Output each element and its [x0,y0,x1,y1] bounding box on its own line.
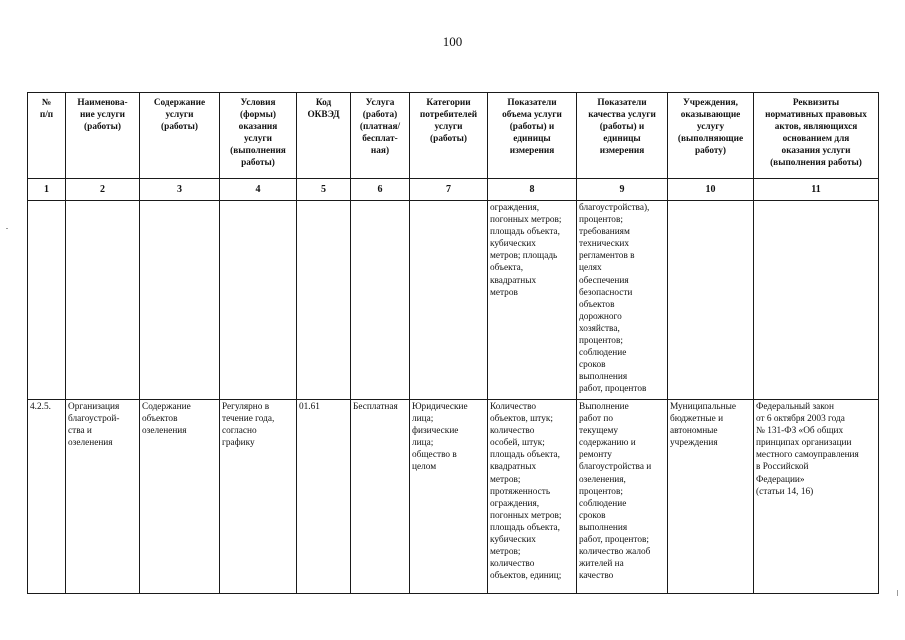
header-cell-number: № п/п [28,93,66,179]
header-cell-consumer-categories: Категории потребителей услуги (работы) [410,93,488,179]
column-number: 11 [754,179,879,201]
column-number: 4 [220,179,297,201]
scan-mark-left [6,228,8,229]
table-cell [754,201,879,400]
table-cell [28,201,66,400]
volume-indicators-cell: ограждения, погонных метров; площадь объекта, кубических метров; площадь объекта, квадратных метров [488,201,577,400]
service-name-cell: Организация благоустрой- ства и озеленения [66,400,140,594]
header-cell-service-name: Наименова- ние услуги (работы) [66,93,140,179]
okved-code-cell: 01.61 [297,400,351,594]
column-number: 9 [577,179,668,201]
table-cell [351,201,410,400]
table-cell [220,201,297,400]
column-number: 5 [297,179,351,201]
header-cell-legal-acts: Реквизиты нормативных правовых актов, являющихся основанием для оказания услуги (выполнения работы) [754,93,879,179]
table-cell [140,201,220,400]
header-cell-quality-indicators: Показатели качества услуги (работы) и единицы измерения [577,93,668,179]
table-cell [668,201,754,400]
scan-mark-right [897,590,898,596]
column-number: 1 [28,179,66,201]
header-cell-conditions: Условия (формы) оказания услуги (выполнения работы) [220,93,297,179]
table-cell [410,201,488,400]
services-table [27,92,879,594]
column-number: 3 [140,179,220,201]
column-number: 2 [66,179,140,201]
consumer-categories-cell: Юридические лица; физические лица; общество в целом [410,400,488,594]
volume-indicators-cell: Количество объектов, штук; количество особей, штук; площадь объекта, квадратных метров; протяженность ограждения, погонных метров; площадь объекта, кубических метров; количество объектов, единиц; [488,400,577,594]
quality-indicators-cell: благоустройства), процентов; требованиям технических регламентов в целях обеспечения безопасности объектов дорожного хозяйства, процентов; соблюдение сроков выполнения работ, процентов [577,201,668,400]
quality-indicators-cell: Выполнение работ по текущему содержанию и ремонту благоустройства и озеленения, процентов; соблюдение сроков выполнения работ, процентов; количество жалоб жителей на качество [577,400,668,594]
page-number: 100 [442,34,463,49]
row-number-cell: 4.2.5. [28,400,66,594]
column-number-row [28,179,879,201]
table-row-4-2-5 [28,400,879,594]
header-cell-service-content: Содержание услуги (работы) [140,93,220,179]
service-content-cell: Содержание объектов озеленения [140,400,220,594]
table-cell [297,201,351,400]
header-cell-volume-indicators: Показатели объема услуги (работы) и единицы измерения [488,93,577,179]
institutions-cell: Муниципальные бюджетные и автономные учреждения [668,400,754,594]
header-row [28,93,879,179]
services-table-container [27,92,878,594]
header-cell-institutions: Учреждения, оказывающие услугу (выполняющие работу) [668,93,754,179]
header-cell-okved-code: Код ОКВЭД [297,93,351,179]
column-number: 6 [351,179,410,201]
column-number: 10 [668,179,754,201]
table-row-continuation [28,201,879,400]
column-number: 8 [488,179,577,201]
header-cell-paid-free: Услуга (работа) (платная/ бесплат- ная) [351,93,410,179]
table-cell [66,201,140,400]
paid-free-cell: Бесплатная [351,400,410,594]
conditions-cell: Регулярно в течение года, согласно графику [220,400,297,594]
column-number: 7 [410,179,488,201]
legal-acts-cell: Федеральный закон от 6 октября 2003 года № 131-ФЗ «Об общих принципах организации местного самоуправления в Российской Федерации» (статьи 14, 16) [754,400,879,594]
